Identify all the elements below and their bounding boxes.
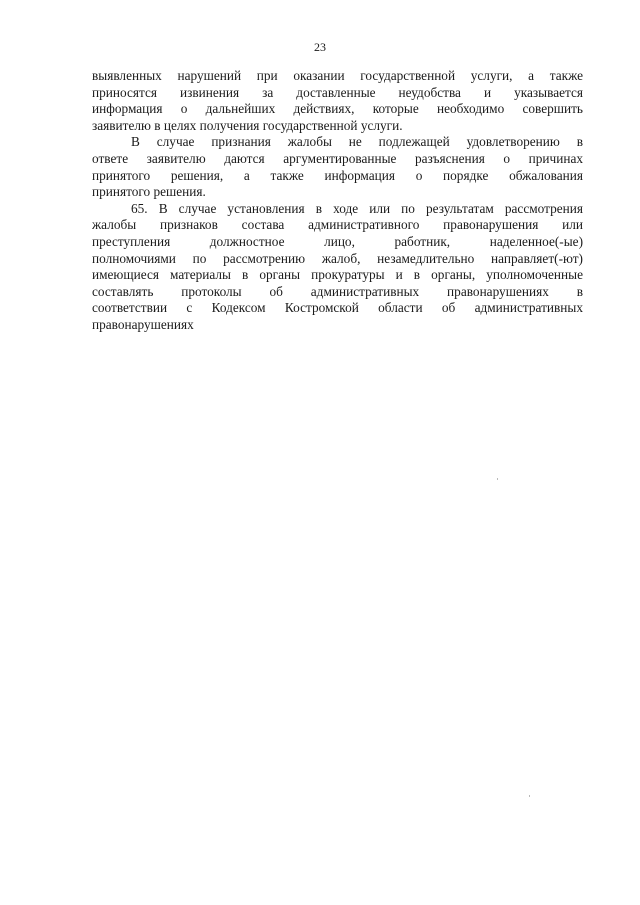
text-line: преступления должностное лицо, работник, наделенное(-ые) <box>92 233 583 249</box>
scan-speck <box>529 795 530 797</box>
text-line: соответствии с Кодексом Костромской области об административных <box>92 300 583 316</box>
text-line: приносятся извинения за доставленные неудобства и указывается <box>92 84 583 100</box>
text-line: принятого решения, а также информация о порядке обжалования <box>92 167 583 183</box>
paragraph-1 <box>92 68 583 134</box>
text-line: принятого решения. <box>92 184 206 200</box>
scan-speck <box>497 478 498 480</box>
page-number: 23 <box>314 40 326 54</box>
text-line: правонарушениях <box>92 316 194 332</box>
text-line: ответе заявителю даются аргументированные разъяснения о причинах <box>92 150 583 166</box>
text-line: выявленных нарушений при оказании государственной услуги, а также <box>92 68 583 83</box>
text-line: В случае признания жалобы не подлежащей удовлетворению в <box>131 134 583 150</box>
text-line: составлять протоколы об административных правонарушениях в <box>92 283 583 299</box>
text-line: информация о дальнейших действиях, которые необходимо совершить <box>92 101 583 117</box>
text-line: 65. В случае установления в ходе или по результатам рассмотрения <box>131 200 583 216</box>
paragraph-2 <box>92 134 583 200</box>
text-line: полномочиями по рассмотрению жалоб, незамедлительно направляет(-ют) <box>92 250 583 266</box>
text-line: жалобы признаков состава административного правонарушения или <box>92 217 583 233</box>
paragraph-3 <box>92 201 583 334</box>
text-line: имеющиеся материалы в органы прокуратуры и в органы, уполномоченные <box>92 267 583 283</box>
document-body <box>92 68 583 334</box>
text-line: заявителю в целях получения государственной услуги. <box>92 117 403 133</box>
